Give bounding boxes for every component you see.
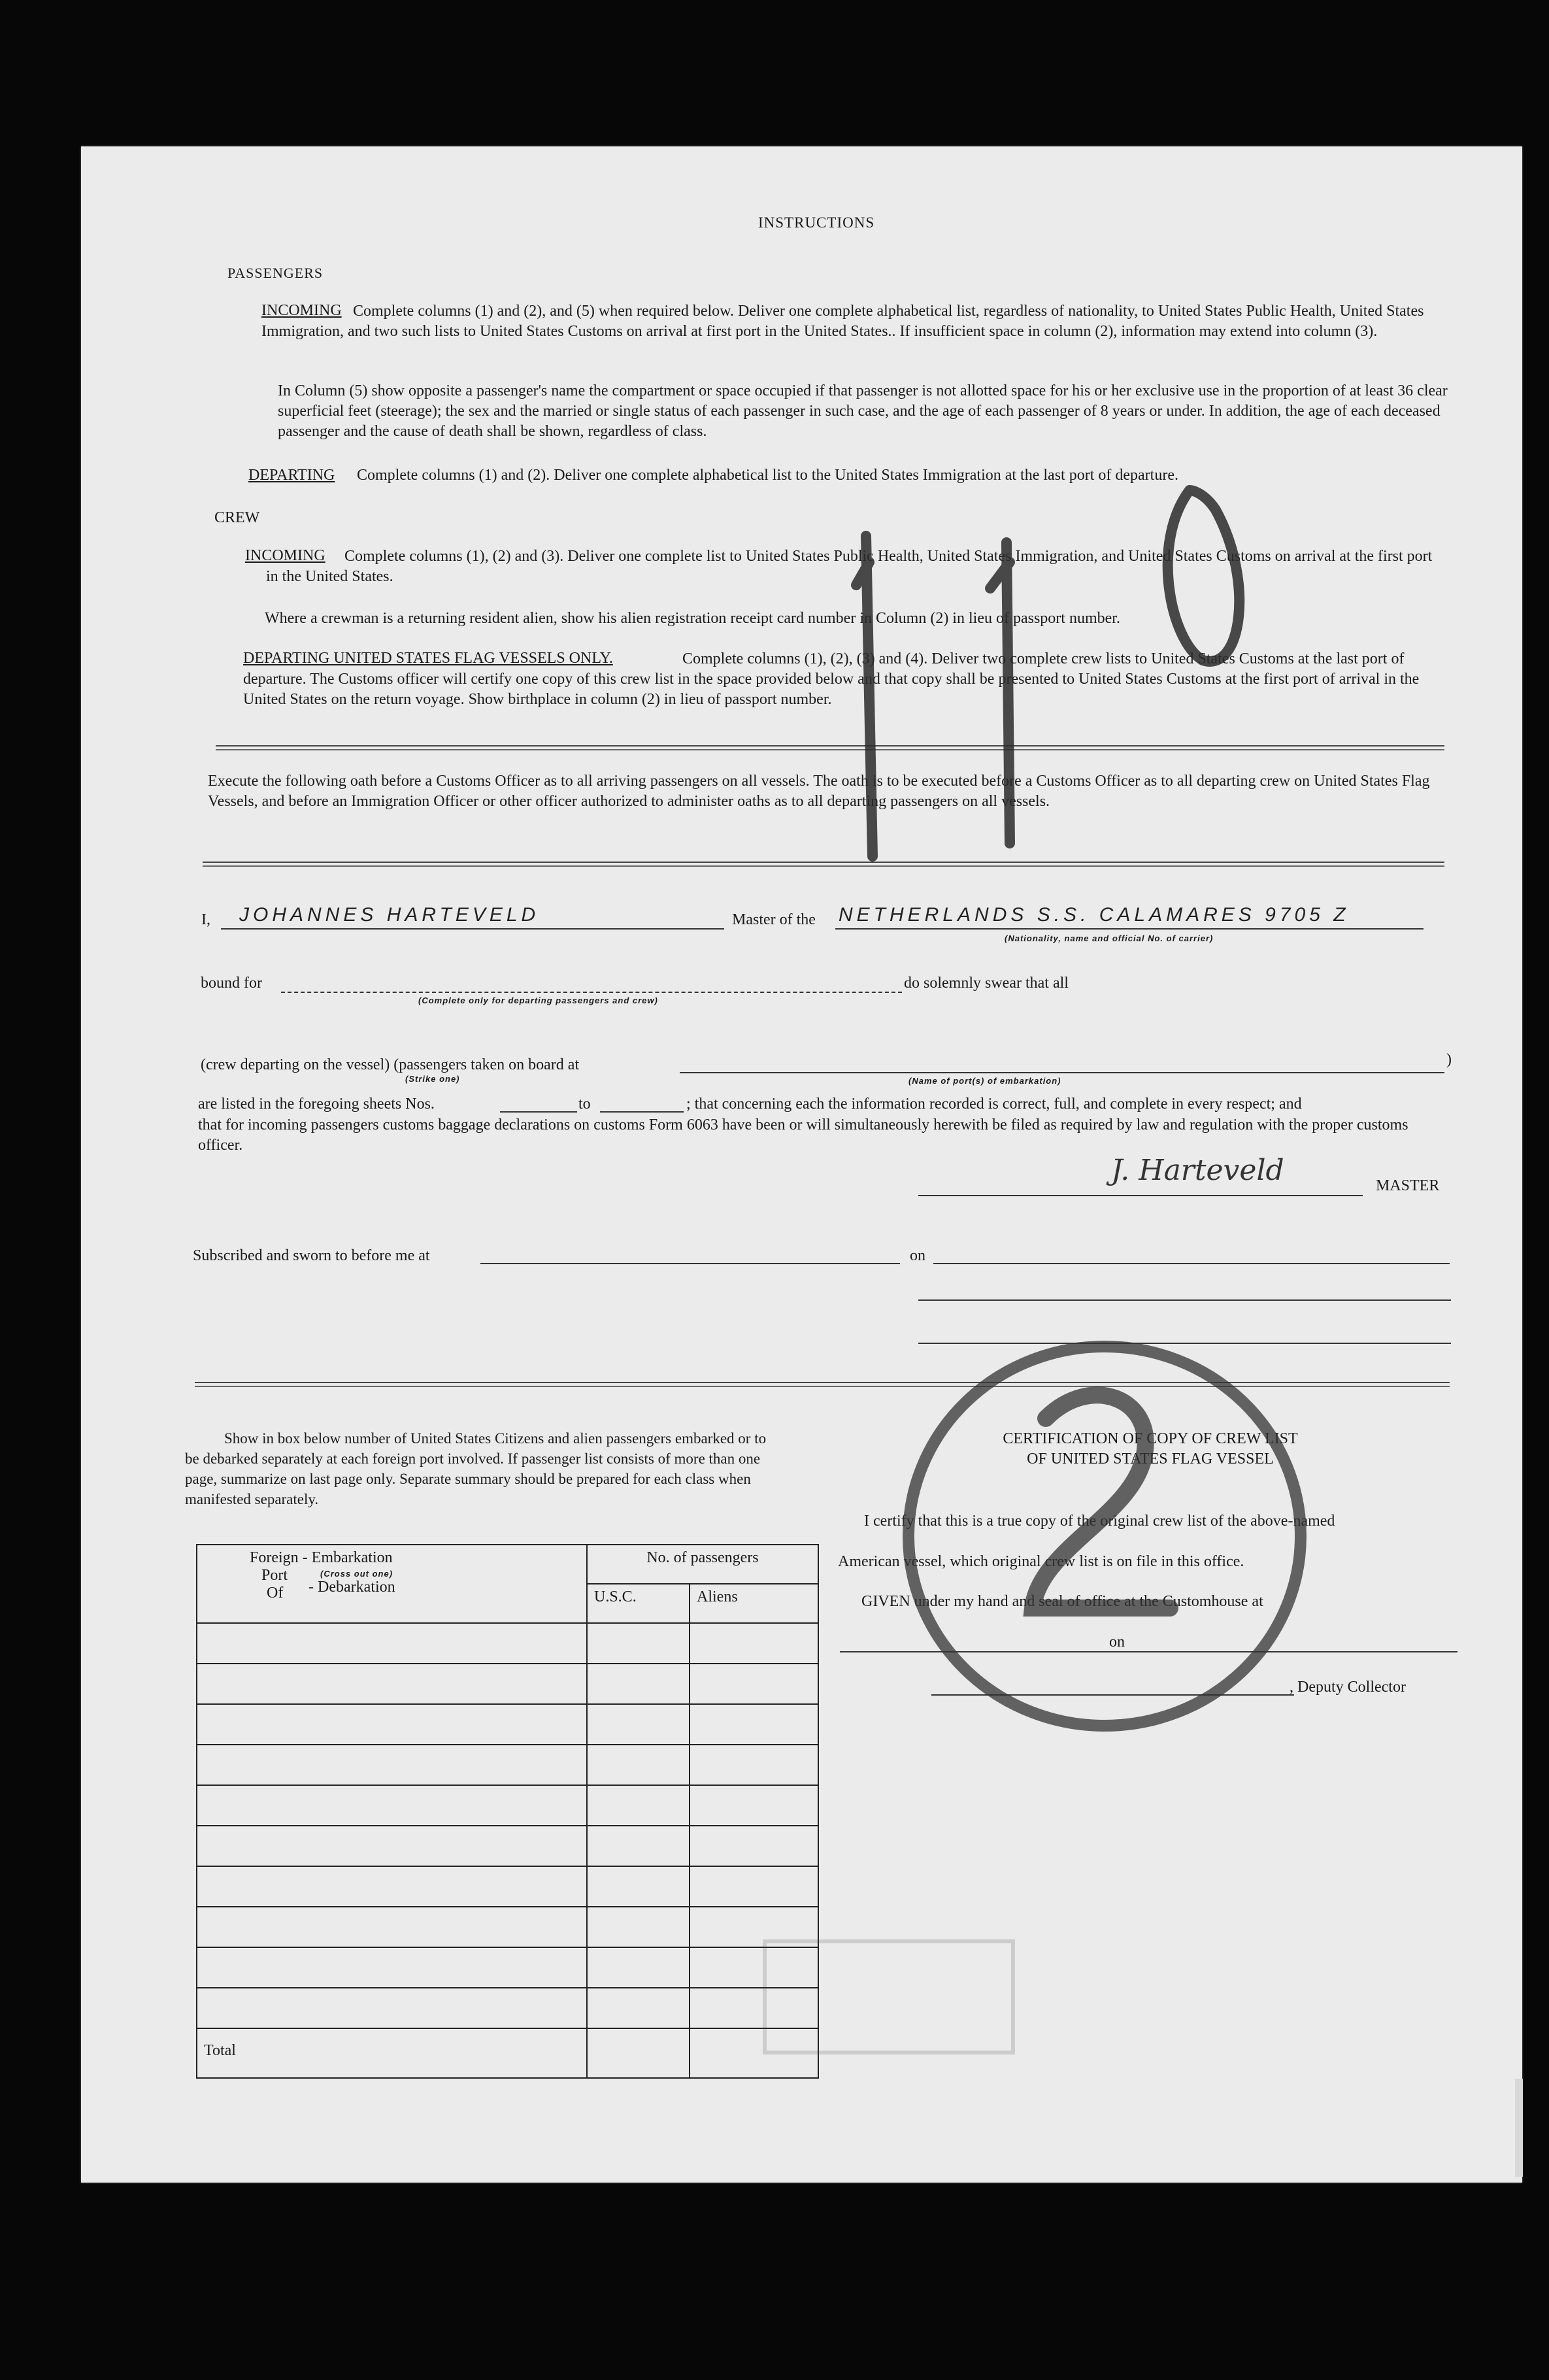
subscribed-on-label: on [910,1247,925,1264]
port-cell[interactable] [197,1785,587,1826]
vessel-field[interactable]: NETHERLANDS S.S. CALAMARES 9705 Z [839,904,1350,926]
crew-incoming-text: Complete columns (1), (2) and (3). Deliver one complete list to United States Public Health, United States Immigration, and United States Customs on arrival at the first port in the United States. [266,548,1433,585]
usc-total-cell[interactable] [587,2028,690,2078]
faint-stamp [758,1935,1020,2059]
aliens-cell[interactable] [690,1704,818,1745]
port-cell[interactable] [197,1745,587,1785]
col-debark-label: - Debarkation [308,1579,395,1596]
port-cell[interactable] [197,1826,587,1866]
table-row [197,1623,818,1664]
summary-instruction: Show in box below number of United States Citizens and alien passengers embarked or to be debarked separately at each foreign port involved. If passenger list consists of more than one page, summarize on last page only. Separate summary should be prepared for each class when manifested separately. [185,1430,767,1507]
usc-cell[interactable] [587,1664,690,1704]
crew-heading: CREW [214,509,260,526]
usc-cell[interactable] [587,1785,690,1826]
aliens-cell[interactable] [690,1785,818,1826]
usc-cell[interactable] [587,1704,690,1745]
swear-text: do solemnly swear that all [904,975,1069,992]
bound-for-label: bound for [201,975,262,992]
col-usc: U.S.C. [587,1584,690,1623]
port-cell[interactable] [197,1866,587,1907]
usc-cell[interactable] [587,1623,690,1664]
certification-title-2: OF UNITED STATES FLAG VESSEL [1027,1450,1274,1467]
to-label: to [578,1096,591,1113]
close-paren: ) [1446,1051,1452,1068]
col-of-label: Of [267,1584,284,1601]
certification-text-1: I certify that this is a true copy of the original crew list of the above-named [864,1513,1335,1530]
port-cell[interactable] [197,1664,587,1704]
crew-returning-text: Where a crewman is a returning resident alien, show his alien registration receipt card number in Column (2) in lieu of passport number. [265,610,1120,627]
table-row [197,1785,818,1826]
signature-line [918,1195,1363,1196]
page-edge [1515,2079,1523,2177]
usc-cell[interactable] [587,1826,690,1866]
passengers-incoming-text: Complete columns (1) and (2), and (5) when required below. Deliver one complete alphabetical list, regardless of nationality, to United States Public Health, United States Immigration, and two such lists to United States Customs on arrival at first port in the United States.. If insufficient space in column (2), information may extend into column (3). [261,303,1424,340]
vessel-caption: (Nationality, name and official No. of carrier) [1005,933,1214,943]
aliens-cell[interactable] [690,1623,818,1664]
col-port-label: Port [261,1567,288,1584]
port-cell[interactable] [197,1988,587,2028]
table-row [197,1866,818,1907]
col-foreign-label: Foreign - Embarkation [250,1549,393,1566]
listed-rest: ; that concerning each the information recorded is correct, full, and complete in every respect; and [686,1096,1302,1113]
usc-cell[interactable] [587,1907,690,1947]
usc-cell[interactable] [587,1947,690,1988]
passengers-heading: PASSENGERS [227,265,324,281]
port-cell[interactable] [197,1907,587,1947]
bound-for-line[interactable] [281,992,902,993]
bound-for-caption: (Complete only for departing passengers and crew) [418,996,658,1005]
table-row [197,1745,818,1785]
table-row [197,1704,818,1745]
baggage-text: that for incoming passengers customs baggage declarations on customs Form 6063 have been or will simultaneously herewith be filed as required by law and regulation with the proper customs officer. [198,1116,1408,1154]
ports-caption: (Name of port(s) of embarkation) [908,1076,1061,1086]
certification-text-3: GIVEN under my hand and seal of office at the Customhouse at [861,1593,1263,1610]
stamp-icon [758,1935,1020,2059]
subscribed-label: Subscribed and sworn to before me at [193,1247,430,1264]
passengers-departing-label: DEPARTING [248,467,335,484]
usc-cell[interactable] [587,1745,690,1785]
certification-on-label: on [1109,1634,1125,1651]
table-row [197,1988,818,2028]
master-label: MASTER [1376,1177,1440,1194]
sheet-to-line[interactable] [600,1111,684,1113]
subscribed-date-line[interactable] [933,1263,1450,1264]
table-row [197,1664,818,1704]
aliens-cell[interactable] [690,1866,818,1907]
circled-two-icon [895,1301,1320,1758]
col-aliens: Aliens [690,1584,818,1623]
port-cell[interactable] [197,1704,587,1745]
circled-mark [895,1301,1320,1758]
passengers-incoming-label: INCOMING [261,302,342,319]
usc-cell[interactable] [587,1866,690,1907]
page-title: INSTRUCTIONS [758,214,875,231]
master-name-field[interactable]: JOHANNES HARTEVELD [239,904,540,926]
port-cell[interactable] [197,1623,587,1664]
passengers-departing-text: Complete columns (1) and (2). Deliver one complete alphabetical list to the United States Immigration at the last port of departure. [357,467,1178,484]
aliens-cell[interactable] [690,1826,818,1866]
table-row [197,1826,818,1866]
ports-line[interactable] [680,1072,1444,1073]
aliens-cell[interactable] [690,1745,818,1785]
total-row [197,2028,818,2078]
crew-departing-text: (crew departing on the vessel) (passengers taken on board at [201,1056,580,1073]
certification-title-1: CERTIFICATION OF COPY OF CREW LIST [1003,1430,1298,1447]
usc-cell[interactable] [587,1988,690,2028]
pencil-number-icon [784,464,1333,896]
table-row [197,1907,818,1947]
aliens-cell[interactable] [690,1664,818,1704]
crew-incoming-label: INCOMING [245,547,325,564]
master-of-label: Master of the [732,911,816,928]
oath-i-label: I, [201,911,210,928]
port-cell[interactable] [197,1947,587,1988]
sheet-from-line[interactable] [500,1111,577,1113]
foreign-port-header [250,1549,580,1602]
pencil-mark [784,464,1333,896]
total-label: Total [197,2028,587,2078]
column5-text: In Column (5) show opposite a passenger's name the compartment or space occupied if that passenger is not allotted space for his or her exclusive use in the proportion of at least 36 clear superficial feet (steerage); the sex and the married or single status of each passenger in such case, and the age of each passenger of 8 years or under. In addition, the age of each deceased passenger and the cause of death shall be shown, regardless of class. [278,382,1448,440]
certification-text-2: American vessel, which original crew list is on file in this office. [838,1553,1244,1570]
master-signature: J. Harteveld [1111,1154,1284,1187]
col-cross-label: (Cross out one) [320,1569,393,1579]
crew-departing-label: DEPARTING UNITED STATES FLAG VESSELS ONLY. [243,650,613,667]
subscribed-place-line[interactable] [480,1263,900,1264]
master-name-line [221,928,724,930]
passenger-summary-table [196,1544,819,2079]
table-row [197,1947,818,1988]
crew-departing-text: Complete columns (1), (2), (3) and (4). Deliver two complete crew lists to United States Customs at the last port of departure. The Customs officer will certify one copy of this crew list in the space provided below and that copy shall be presented to United States Customs at the first port of arrival in the United States on the return voyage. Show birthplace in column (2) in lieu of passport number. [243,650,1420,708]
strike-one-caption: (Strike one) [405,1074,460,1084]
oath-instruction: Execute the following oath before a Customs Officer as to all arriving passengers on all vessels. The oath is to be executed before a Customs Officer as to all departing crew on United States Flag Vessels, and before an Immigration Officer or other officer authorized to administer oaths as to all departing passengers on all vessels. [208,773,1430,810]
vessel-line [835,928,1424,930]
col-no-passengers: No. of passengers [587,1545,818,1584]
deputy-collector-label: , Deputy Collector [1290,1679,1406,1696]
listed-label: are listed in the foregoing sheets Nos. [198,1096,435,1113]
